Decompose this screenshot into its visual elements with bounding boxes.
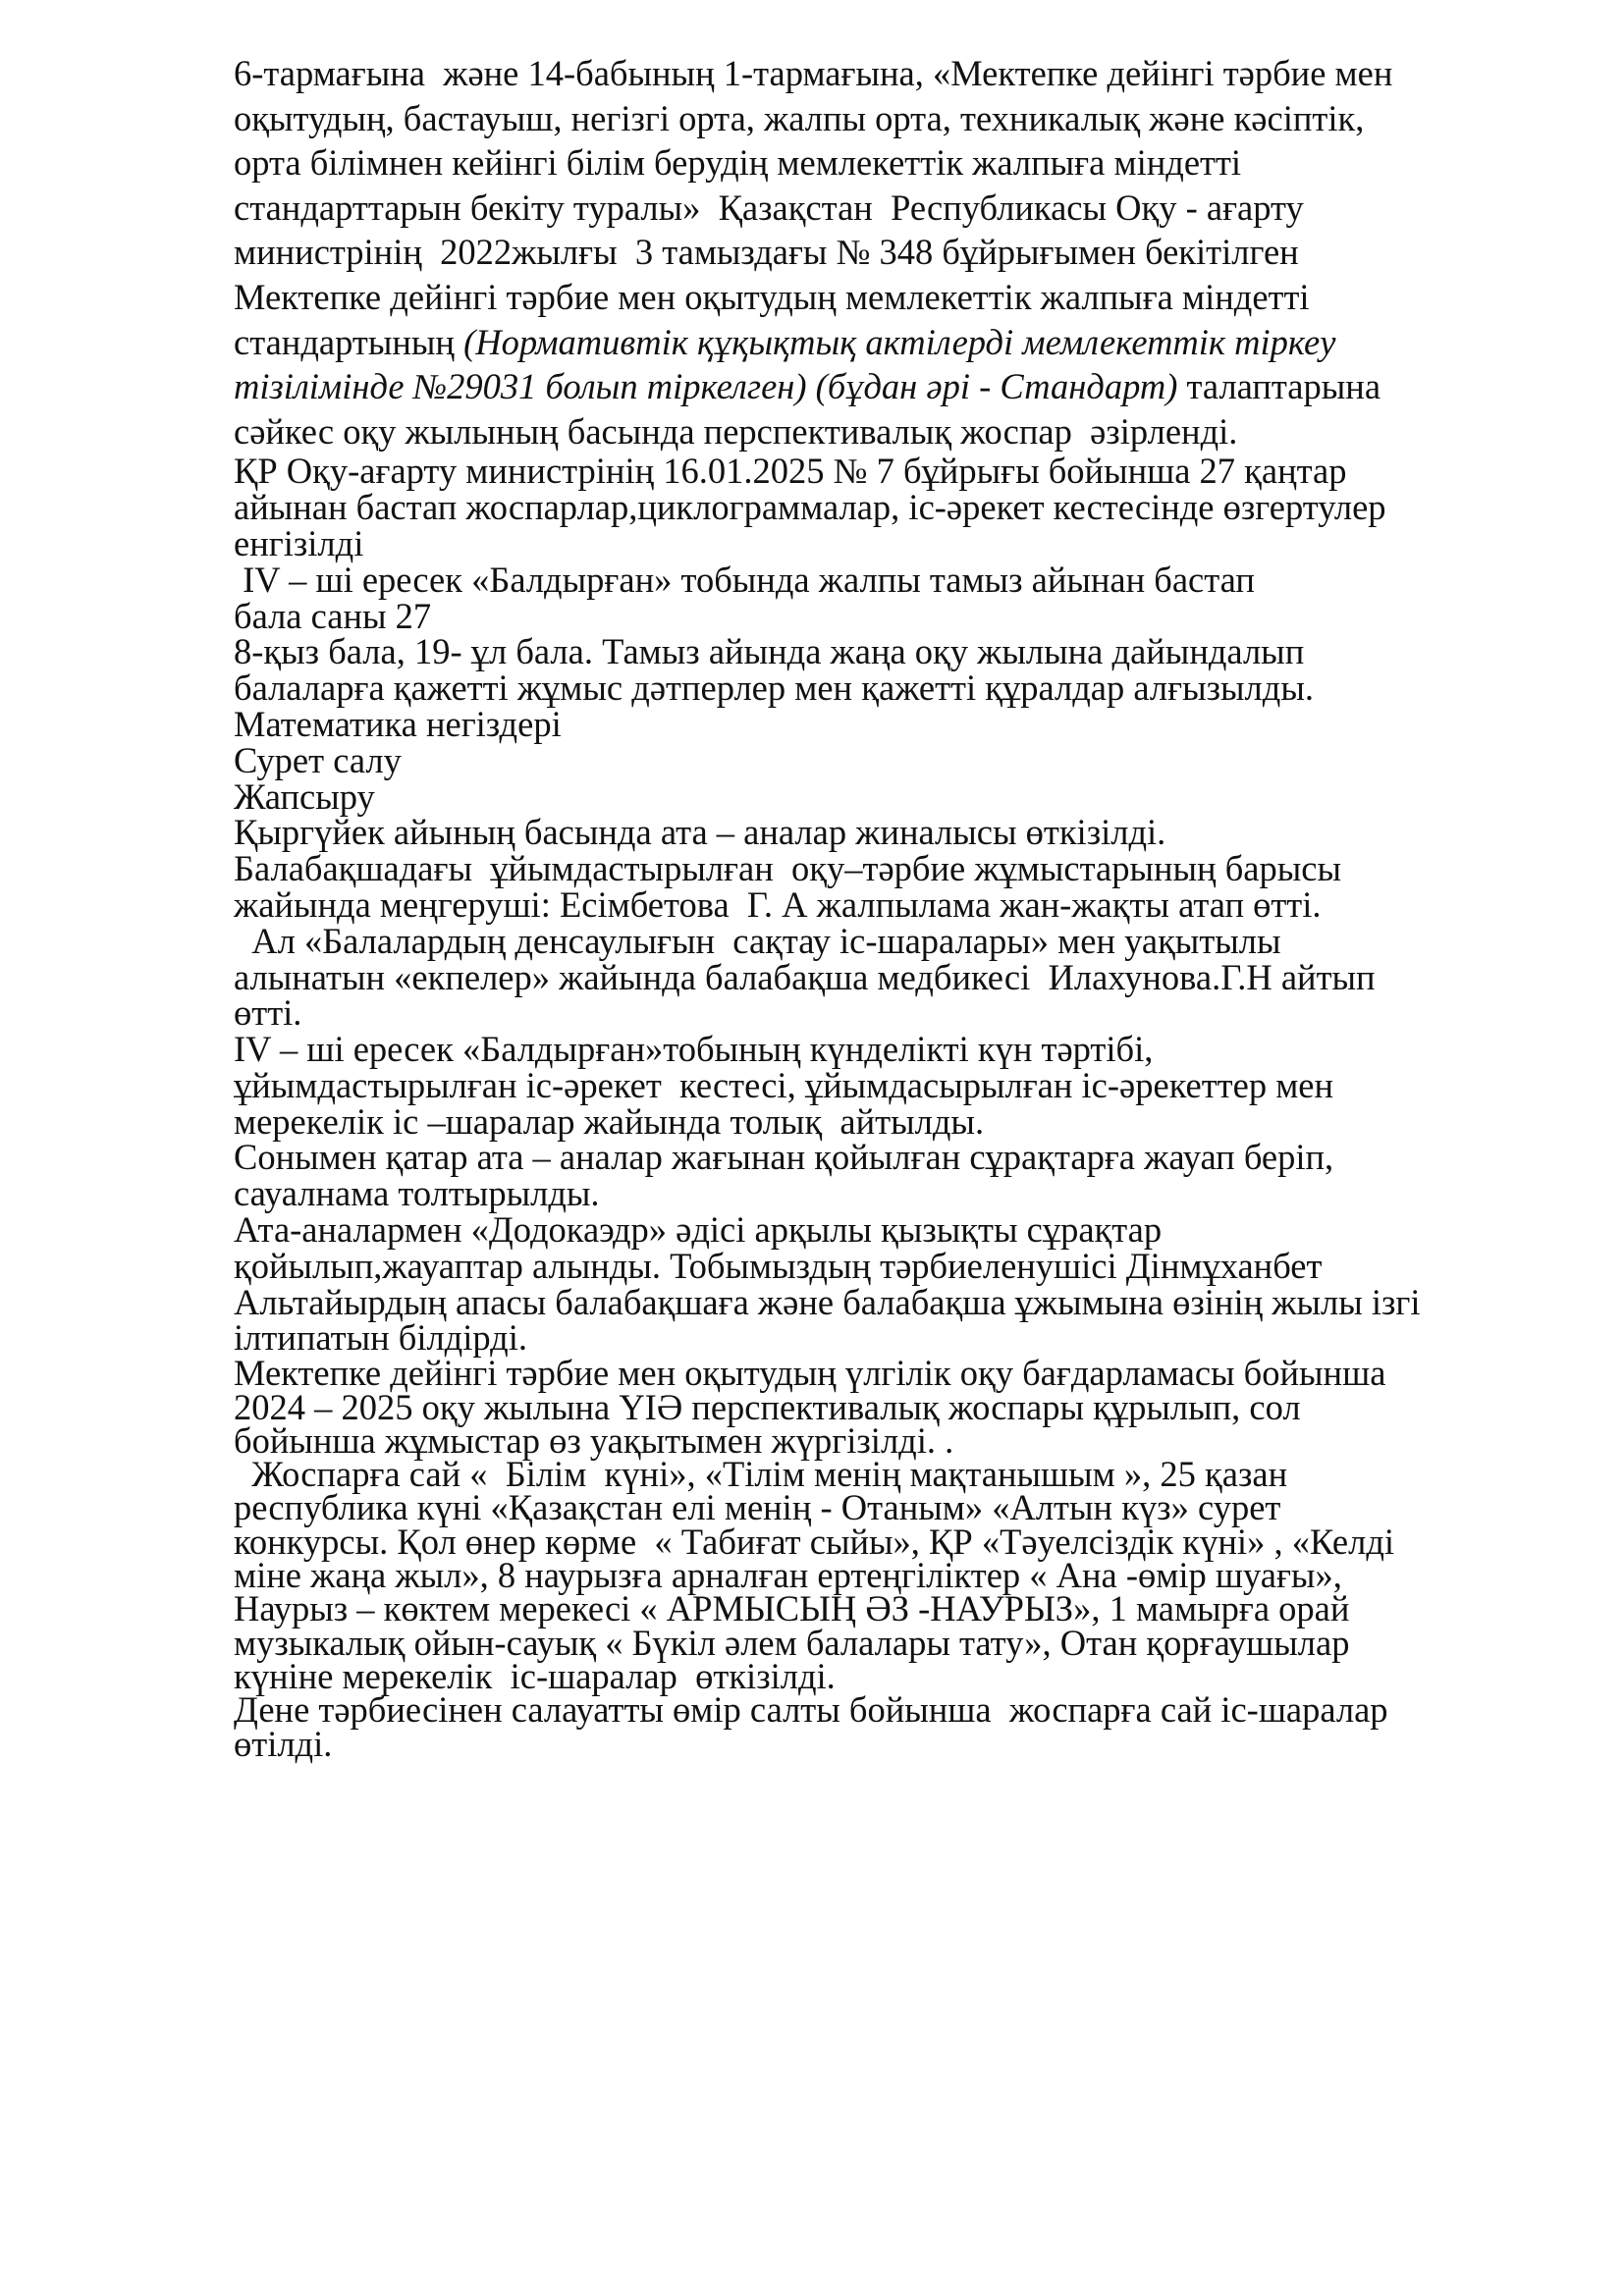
text-line: Математика негіздері [234, 703, 562, 744]
text-line: өтілді. [234, 1723, 333, 1764]
text-line: Қыргүйек айының басында ата – аналар жиналысы өткізілді. [234, 812, 1166, 853]
text-line: енгізілді [234, 522, 364, 563]
text-line: мерекелік іс –шаралар жайында толық айтылды. [234, 1100, 985, 1142]
text-line: өтті. [234, 992, 302, 1034]
text-line: Дене тәрбиесінен салауатты өмір салты бойынша жоспарға сай іс-шаралар [234, 1689, 1388, 1731]
italic-fragment: (Нормативтік құқықтық актілерді мемлекеттік тіркеу [463, 321, 1336, 362]
text-line-mixed [234, 320, 1530, 365]
text-line: Балабақшадағы ұйымдастырылған оқу–тәрбие жұмыстарының барысы [234, 848, 1341, 889]
text-line: бойынша жұмыстар өз уақытымен жүргізілді. . [234, 1419, 954, 1461]
text-line: Жапсыру [234, 775, 375, 817]
italic-fragment: тізілімінде №29031 болып тіркелген) (бұдан әрі - Стандарт) [234, 366, 1178, 407]
text-fragment: талаптарына [1177, 366, 1381, 407]
text-line: күніне мерекелік іс-шаралар өткізілді. [234, 1655, 836, 1696]
text-line: айынан бастап жоспарлар,циклограммалар, іс-әрекет кестесінде өзгертулер [234, 487, 1386, 528]
text-line: ілтипатын білдірді. [234, 1317, 528, 1359]
text-line: ҚР Оқу-ағарту министрінің 16.01.2025 № 7 бұйрығы бойынша 27 қаңтар [234, 451, 1347, 492]
text-line: алынатын «екпелер» жайында балабақша медбикесі Илахунова.Г.Н айтып [234, 956, 1376, 997]
text-line: орта білімнен кейінгі білім берудің мемлекеттік жалпыға міндетті [234, 142, 1242, 184]
text-line: IV – ші ересек «Балдырған»тобының күнделікті күн тәртібі, [234, 1029, 1154, 1070]
text-line: 8-қыз бала, 19- ұл бала. Тамыз айында жаңа оқу жылына дайындалып [234, 631, 1305, 672]
text-line: бала саны 27 [234, 595, 432, 636]
text-line: ұйымдастырылған іс-әрекет кестесі, ұйымдасырылған іс-әрекеттер мен [234, 1064, 1334, 1105]
text-line-mixed [234, 364, 1530, 409]
text-line: балаларға қажетті жұмыс дәтперлер мен қажетті құралдар алғызылды. [234, 667, 1314, 709]
text-line: Ата-аналармен «Додокаэдр» әдісі арқылы қызықты сұрақтар [234, 1209, 1163, 1251]
paragraph-events [234, 1353, 1530, 1764]
text-line: 6-тармағына және 14-бабының 1-тармағына, «Мектепке дейінгі тәрбие мен [234, 53, 1393, 93]
text-line: сауалнама толтырылды. [234, 1173, 600, 1214]
text-line: жайында меңгеруші: Есімбетова Г. А жалпылама жан-жақты атап өтті. [234, 883, 1322, 925]
text-line: Мектепке дейінгі тәрбие мен оқытудың үлгілік оқу бағдарламасы бойынша [234, 1353, 1386, 1394]
text-line: министрінің 2022жылғы 3 тамыздағы № 348 бұйрығымен бекітілген [234, 232, 1299, 273]
text-line: Жоспарға сай « Білім күні», «Тілім менің мақтанышым », 25 қазан [234, 1454, 1288, 1495]
text-line: Мектепке дейінгі тәрбие мен оқытудың мемлекеттік жалпыға міндетті [234, 276, 1310, 317]
paragraph-group-activities [234, 451, 1530, 1359]
text-line: республика күні «Қазақстан елі менің - Отаным» «Алтын күз» сурет [234, 1487, 1281, 1528]
text-line: Сурет салу [234, 739, 402, 780]
text-line: Сонымен қатар ата – аналар жағынан қойылған сұрақтарға жауап беріп, [234, 1137, 1334, 1178]
text-line: міне жаңа жыл», 8 наурызға арналған ертеңгіліктер « Ана -өмір шуағы», [234, 1555, 1342, 1596]
document-body [234, 51, 1530, 1764]
text-line: сәйкес оқу жылының басында перспективалық жоспар әзірленді. [234, 410, 1238, 452]
text-line: оқытудың, бастауыш, негізгі орта, жалпы орта, техникалық және кәсіптік, [234, 97, 1365, 138]
text-line: музыкалық ойын-сауық « Бүкіл әлем балалары тату», Отан қорғаушылар [234, 1622, 1350, 1663]
text-line: Альтайырдың апасы балабақшаға және балабақша ұжымына өзінің жылы ізгі [234, 1281, 1421, 1322]
text-line: қойылып,жауаптар алынды. Тобымыздың тәрбиеленушісі Дінмұханбет [234, 1245, 1323, 1286]
text-line: стандарттарын бекіту туралы» Қазақстан Республикасы Оқу - ағарту [234, 187, 1304, 228]
text-line: 2024 – 2025 оқу жылына ҮІӘ перспективалық жоспары құрылып, сол [234, 1386, 1301, 1427]
text-line: конкурсы. Қол өнер көрме « Табиғат сыйы», ҚР «Тәуелсіздік күні» , «Келді [234, 1521, 1395, 1562]
text-fragment: стандартының [234, 321, 464, 362]
paragraph-standard-reference [234, 51, 1530, 454]
text-line: IV – ші ересек «Балдырған» тобында жалпы тамыз айынан бастап [234, 559, 1255, 600]
text-line: Наурыз – көктем мерекесі « АРМЫСЫҢ ӘЗ -НАУРЫЗ», 1 мамырға орай [234, 1588, 1350, 1629]
text-line: Ал «Балалардың денсаулығын сақтау іс-шаралары» мен уақытылы [234, 920, 1281, 961]
